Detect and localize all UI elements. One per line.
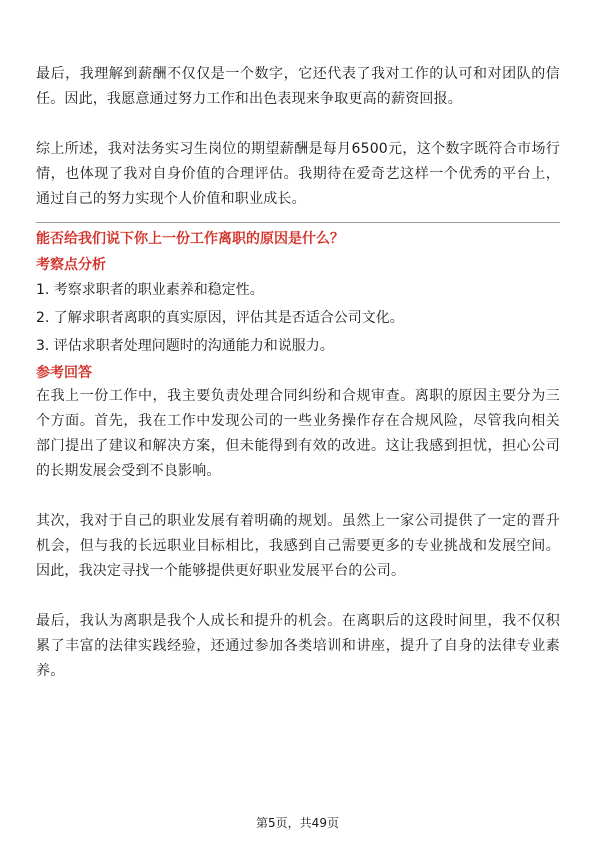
section-divider <box>36 222 560 223</box>
question-title: 能否给我们说下你上一份工作离职的原因是什么？ <box>36 231 344 247</box>
analysis-label: 考察点分析 <box>36 257 106 273</box>
intro-paragraph-2: 综上所述，我对法务实习生岗位的期望薪酬是每月6500元，这个数字既符合市场行情，也体现了我对自身价值的合理评估。我期待在爱奇艺这样一个优秀的平台上，通过自己的努力实现个人价值和职业成长。 <box>36 141 560 207</box>
answer-label: 参考回答 <box>36 365 92 381</box>
answer-paragraph-3: 最后，我认为离职是我个人成长和提升的机会。在离职后的这段时间里，我不仅积累了丰富的法律实践经验，还通过参加各类培训和讲座，提升了自身的法律专业素养。 <box>36 613 560 679</box>
analysis-point: 2. 了解求职者离职的真实原因，评估其是否适合公司文化。 <box>36 310 404 326</box>
intro-paragraph-1: 最后，我理解到薪酬不仅仅是一个数字，它还代表了我对工作的认可和对团队的信任。因此，我愿意通过努力工作和出色表现来争取更高的薪资回报。 <box>36 66 560 107</box>
analysis-point: 3. 评估求职者处理问题时的沟通能力和说服力。 <box>36 338 334 354</box>
analysis-point: 1. 考察求职者的职业素养和稳定性。 <box>36 282 264 298</box>
page-content <box>36 62 560 684</box>
page-indicator: 第5页，共49页 <box>256 816 339 830</box>
answer-paragraph-2: 其次，我对于自己的职业发展有着明确的规划。虽然上一家公司提供了一定的晋升机会，但与我的长远职业目标相比，我感到自己需要更多的专业挑战和发展空间。因此，我决定寻找一个能够提供更好职业发展平台的公司。 <box>36 513 560 579</box>
answer-paragraph-1: 在我上一份工作中，我主要负责处理合同纠纷和合规审查。离职的原因主要分为三个方面。首先，我在工作中发现公司的一些业务操作存在合规风险，尽管我向相关部门提出了建议和解决方案，但未能得到有效的改进。这让我感到担忧，担心公司的长期发展会受到不良影响。 <box>36 388 560 479</box>
